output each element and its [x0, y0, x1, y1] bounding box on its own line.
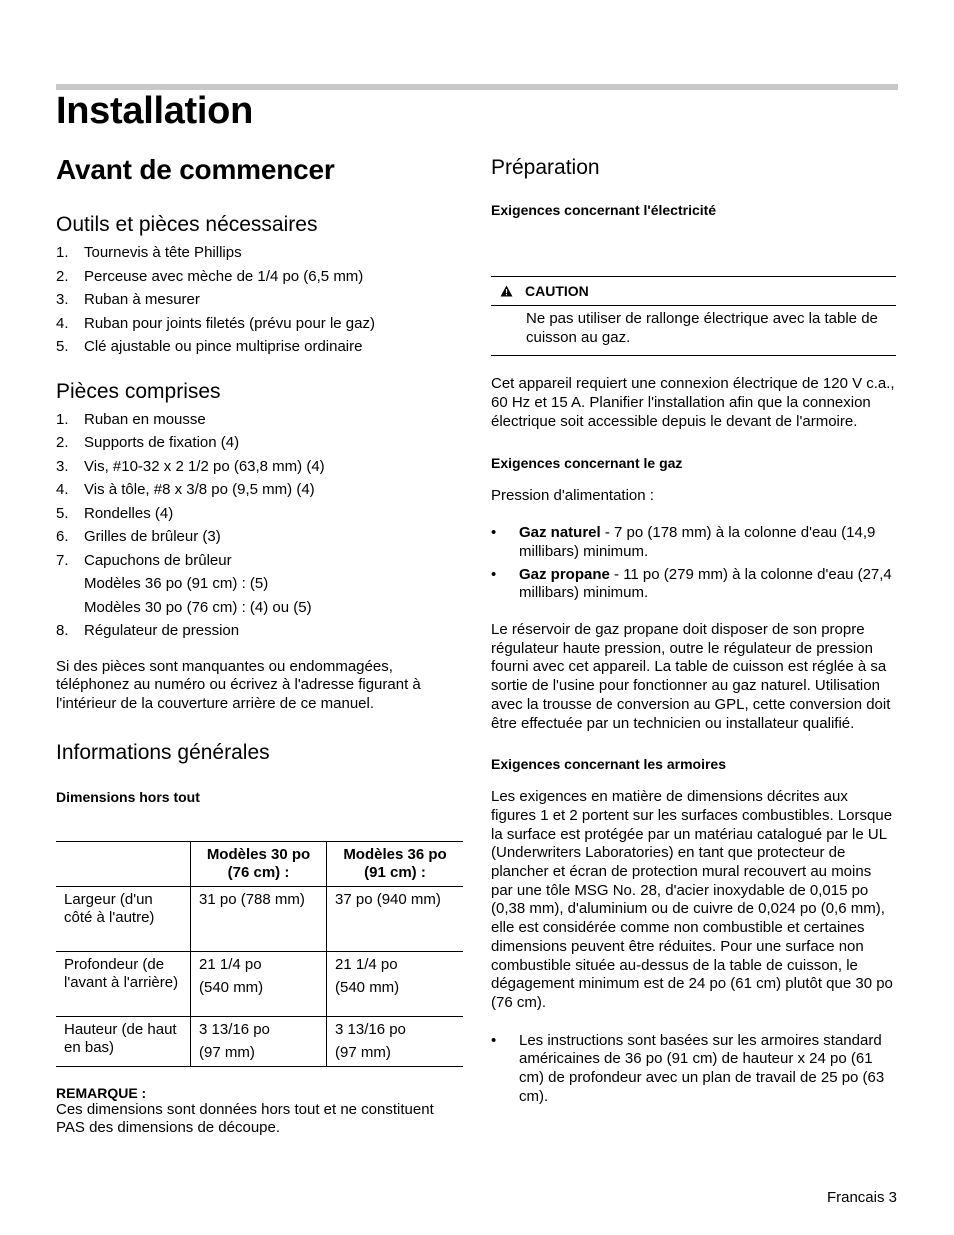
- parts-list: [56, 408, 466, 643]
- list-item: • Gaz naturel - 7 po (178 mm) à la colonne d'eau (14,9 millibars) minimum.: [491, 524, 876, 560]
- table-header-cell: Modèles 30 po (76 cm) :: [191, 841, 327, 886]
- table-cell: 3 13/16 po (97 mm): [191, 1016, 327, 1066]
- list-item: 8. Régulateur de pression: [56, 622, 240, 639]
- electricity-heading: Exigences concernant l'électricité: [491, 202, 717, 218]
- list-item: 5. Rondelles (4): [56, 504, 174, 522]
- tools-list: [56, 241, 466, 359]
- list-item: • Les instructions sont basées sur les armoires standard américaines de 36 po (91 cm) de hauteur x 24 po (61 cm) de profondeur avec un plan de travail de 25 po (63 cm).: [491, 1031, 885, 1105]
- page-footer: Francais 3: [826, 1189, 897, 1206]
- table-row: [56, 886, 463, 951]
- table-cell: 3 13/16 po (97 mm): [327, 1016, 464, 1066]
- dimensions-heading: Dimensions hors tout: [56, 788, 200, 805]
- electricity-text: Cet appareil requiert une connexion électrique de 120 V c.a., 60 Hz et 15 A. Planifier l'installation afin que la connexion électrique soit accessible depuis le devant de l'armoire.: [491, 375, 895, 430]
- right-column: [491, 150, 896, 1107]
- list-item: 4. Vis à tôle, #8 x 3/8 po (9,5 mm) (4): [56, 481, 315, 498]
- table-cell: 31 po (788 mm): [191, 886, 327, 951]
- left-column: [56, 150, 466, 1138]
- row-label: Largeur (d'un côté à l'autre): [56, 886, 191, 951]
- table-row: [56, 951, 463, 1016]
- list-item: 1. Ruban en mousse: [56, 410, 206, 428]
- dimensions-table: [56, 841, 463, 1067]
- gas-heading: Exigences concernant le gaz: [491, 454, 683, 471]
- table-row: [56, 1016, 463, 1066]
- table-header-cell: [56, 841, 191, 886]
- list-item: 3. Ruban à mesurer: [56, 291, 200, 308]
- list-item: 5. Clé ajustable ou pince multiprise ordinaire: [56, 338, 363, 355]
- list-item: 6. Grilles de brûleur (3): [56, 528, 221, 545]
- table-cell: 21 1/4 po (540 mm): [327, 951, 464, 1016]
- page-title: Installation: [56, 90, 253, 132]
- list-item: 2. Perceuse avec mèche de 1/4 po (6,5 mm): [56, 267, 364, 285]
- list-item: 2. Supports de fixation (4): [56, 434, 240, 451]
- list-item: 3. Vis, #10-32 x 2 1/2 po (63,8 mm) (4): [56, 457, 325, 475]
- sub-item: Modèles 30 po (76 cm) : (4) ou (5): [84, 598, 312, 616]
- cabinet-text: Les exigences en matière de dimensions décrites aux figures 1 et 2 portent sur les surfaces combustibles. Lorsque la surface est protégée par un matériau catalogué par le UL (Underwriters Laboratories) en tant que protecteur de plancher et écran de protection mural recouvert au moins par une tôle MSG No. 28, d'acier inoxydable de 0,015 po (0,38 mm), d'aluminium ou de cuivre de 0,024 po (0,6 mm), elle est considérée comme non combustible et certaines dimensions peuvent être réduites. Pour une surface non combustible située au-dessus de la table de cuisson, le dégagement minimum est de 24 po (61 cm) plutôt que 30 po (76 cm).: [491, 788, 893, 1011]
- remark-label: REMARQUE :: [56, 1084, 147, 1101]
- table-cell: 37 po (940 mm): [327, 886, 464, 951]
- warning-icon: [500, 285, 513, 297]
- list-item: 7. Capuchons de brûleur: [56, 551, 232, 569]
- section-title: Avant de commencer: [56, 154, 335, 185]
- gas-pressure-label: Pression d'alimentation :: [491, 486, 654, 504]
- table-header-row: [56, 841, 463, 886]
- list-item: 4. Ruban pour joints filetés (prévu pour le gaz): [56, 314, 375, 332]
- list-item: • Gaz propane - 11 po (279 mm) à la colonne d'eau (27,4 millibars) minimum.: [491, 565, 892, 602]
- cabinet-heading: Exigences concernant les armoires: [491, 756, 726, 773]
- list-item: 1. Tournevis à tête Phillips: [56, 244, 242, 261]
- sub-item: Modèles 36 po (91 cm) : (5): [84, 575, 269, 592]
- remark-text: Ces dimensions sont données hors tout et ne constituent PAS des dimensions de découpe.: [56, 1100, 434, 1137]
- caution-label: CAUTION: [525, 283, 589, 299]
- row-label: Hauteur (de haut en bas): [56, 1016, 191, 1066]
- preparation-heading: Préparation: [491, 156, 600, 179]
- caution-box: [491, 276, 896, 356]
- tools-heading: Outils et pièces nécessaires: [56, 213, 318, 236]
- parts-heading: Pièces comprises: [56, 379, 221, 403]
- table-cell: 21 1/4 po (540 mm): [191, 951, 327, 1016]
- table-header-cell: Modèles 36 po (91 cm) :: [327, 841, 464, 886]
- caution-header: [491, 277, 896, 306]
- caution-text: Ne pas utiliser de rallonge électrique avec la table de cuisson au gaz.: [526, 310, 878, 346]
- propane-text: Le réservoir de gaz propane doit disposer de son propre régulateur haute pression, outre le régulateur de pression fourni avec cet appareil. La table de cuisson est réglée à sa sortie de l'usine pour fonctionner au gaz naturel. Utilisation avec la trousse de conversion au GPL, cette conversion doit être effectuée par un technicien ou installateur qualifié.: [491, 621, 891, 732]
- general-heading: Informations générales: [56, 740, 270, 764]
- row-label: Profondeur (de l'avant à l'arrière): [56, 951, 191, 1016]
- gas-list: [491, 524, 896, 603]
- missing-parts-note: Si des pièces sont manquantes ou endommagées, téléphonez au numéro ou écrivez à l'adresse figurant à l'intérieur de la couverture arrière de ce manuel.: [56, 657, 421, 712]
